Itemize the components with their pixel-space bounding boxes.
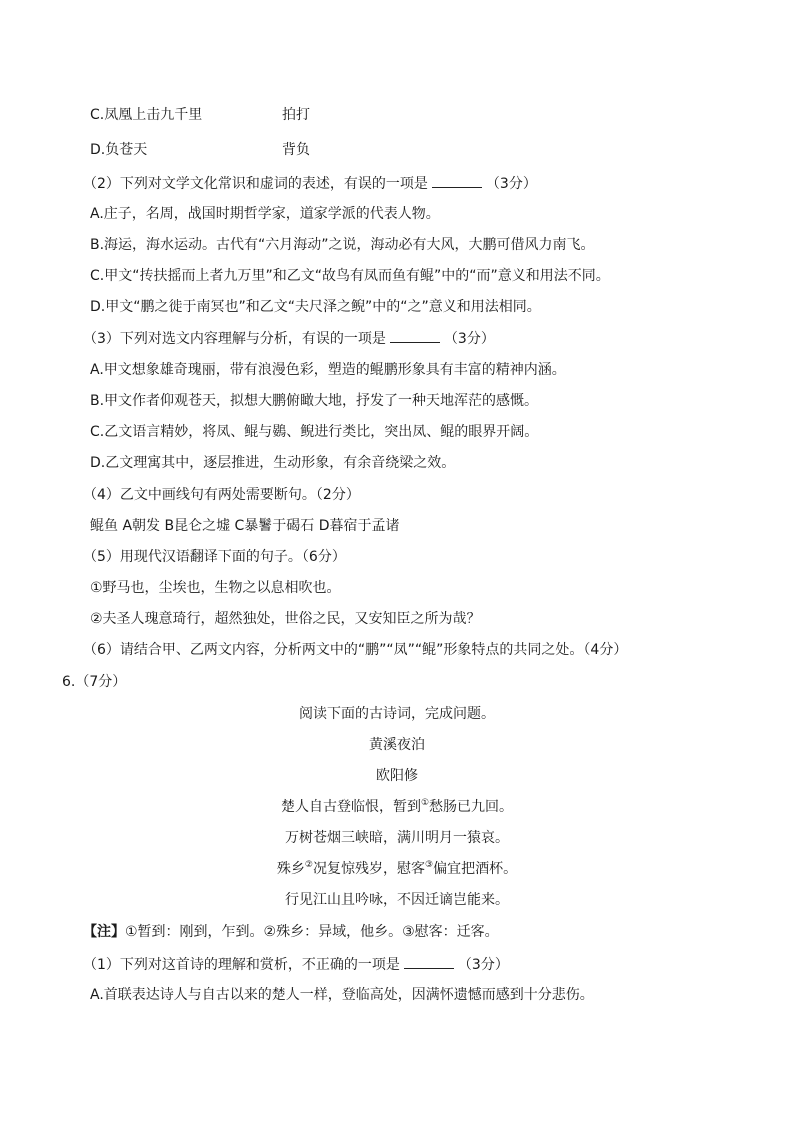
question-5: （5）用现代汉语翻译下面的句子。（6分） [83,549,346,565]
q2-option-a: A.庄子，名周，战国时期哲学家，道家学派的代表人物。 [90,206,440,222]
q2-option-b: B.海运，海水运动。古代有“六月海动”之说，海动必有大风，大鹏可借风力南飞。 [90,237,595,253]
question-3 [83,328,495,349]
question-5-sentence-1: ①野马也，尘埃也，生物之以息相吹也。 [90,580,341,596]
option-d-meaning: 背负 [282,142,310,158]
footnote-marker: ③ [425,860,434,870]
poem-notes [83,922,499,942]
poem-line-1-b: 愁肠已九回。 [429,799,514,815]
poem-line-1-a: 楚人自古登临恨，暂到 [280,799,421,815]
note-label: 【注】 [83,924,125,940]
option-c-phrase: C.凤凰上击九千里 [90,107,203,123]
poem-title: 黄溪夜泊 [369,737,425,753]
question-6-sub: （6）请结合甲、乙两文内容，分析两文中的“鹏”“凤”“鲲”形象特点的共同之处。（4分） [83,642,628,658]
footnote-marker: ② [304,860,313,870]
question-3-score: （3分） [443,331,495,347]
answer-blank[interactable] [404,954,454,969]
answer-blank[interactable] [390,328,440,343]
footnote-marker: ① [420,798,430,808]
question-6-1 [83,954,509,975]
poem-line-2: 万树苍烟三峡暗，满川明月一猿哀。 [285,830,509,846]
question-6-1-score: （3分） [457,957,509,973]
poem-line-3-c: 偏宜把酒杯。 [433,861,518,877]
option-c [90,105,310,125]
option-d-phrase: D.负苍天 [90,142,148,158]
option-d [90,140,310,160]
question-2 [83,173,537,194]
question-6-1-text: （1）下列对这首诗的理解和赏析，不正确的一项是 [83,957,400,973]
answer-blank[interactable] [432,173,482,188]
q3-option-a: A.甲文想象雄奇瑰丽，带有浪漫色彩，塑造的鲲鹏形象具有丰富的精神内涵。 [90,362,566,378]
q3-option-b: B.甲文作者仰观苍天，拟想大鹏俯瞰大地，抒发了一种天地浑茫的感慨。 [90,393,539,409]
question-2-text: （2）下列对文学文化常识和虚词的表述，有误的一项是 [83,176,428,192]
question-3-text: （3）下列对选文内容理解与分析，有误的一项是 [83,331,386,347]
question-4-sentence: 鲲鱼 A朝发 B昆仑之墟 C暴鬐于碣石 D暮宿于孟诸 [90,518,400,534]
note-text: ①暂到：刚到，乍到。②殊乡：异域，他乡。③慰客：迁客。 [125,924,499,940]
poem-line-3 [0,859,794,879]
poem-line-3-b: 况复惊残岁，慰客 [313,861,425,877]
q3-option-c: C.乙文语言精妙，将凤、鲲与鷃、鲵进行类比，突出凤、鲲的眼界开阔。 [90,424,539,440]
q2-option-c: C.甲文“抟扶摇而上者九万里”和乙文“故鸟有凤而鱼有鲲”中的“而”意义和用法不同。 [90,268,610,284]
question-6-heading: 6.（7分） [62,674,127,690]
question-2-score: （3分） [485,176,537,192]
question-5-sentence-2: ②夫圣人瑰意琦行，超然独处，世俗之民，又安知臣之所为哉？ [90,611,481,627]
poem-author: 欧阳修 [376,768,418,784]
q2-option-d: D.甲文“鹏之徙于南冥也”和乙文“夫尺泽之鲵”中的“之”意义和用法相同。 [90,299,541,315]
q3-option-d: D.乙文理寓其中，逐层推进，生动形象，有余音绕梁之效。 [90,455,456,471]
poem-line-1 [0,797,794,817]
question-4: （4）乙文中画线句有两处需要断句。（2分） [83,487,360,503]
option-c-meaning: 拍打 [282,107,310,123]
poem-line-4: 行见江山且吟咏，不因迁谪岂能来。 [285,892,509,908]
poem-line-3-a: 殊乡 [276,861,305,877]
q6-option-a: A.首联表达诗人与自古以来的楚人一样，登临高处，因满怀遗憾而感到十分悲伤。 [90,987,594,1003]
poem-instruction: 阅读下面的古诗词，完成问题。 [299,706,495,722]
